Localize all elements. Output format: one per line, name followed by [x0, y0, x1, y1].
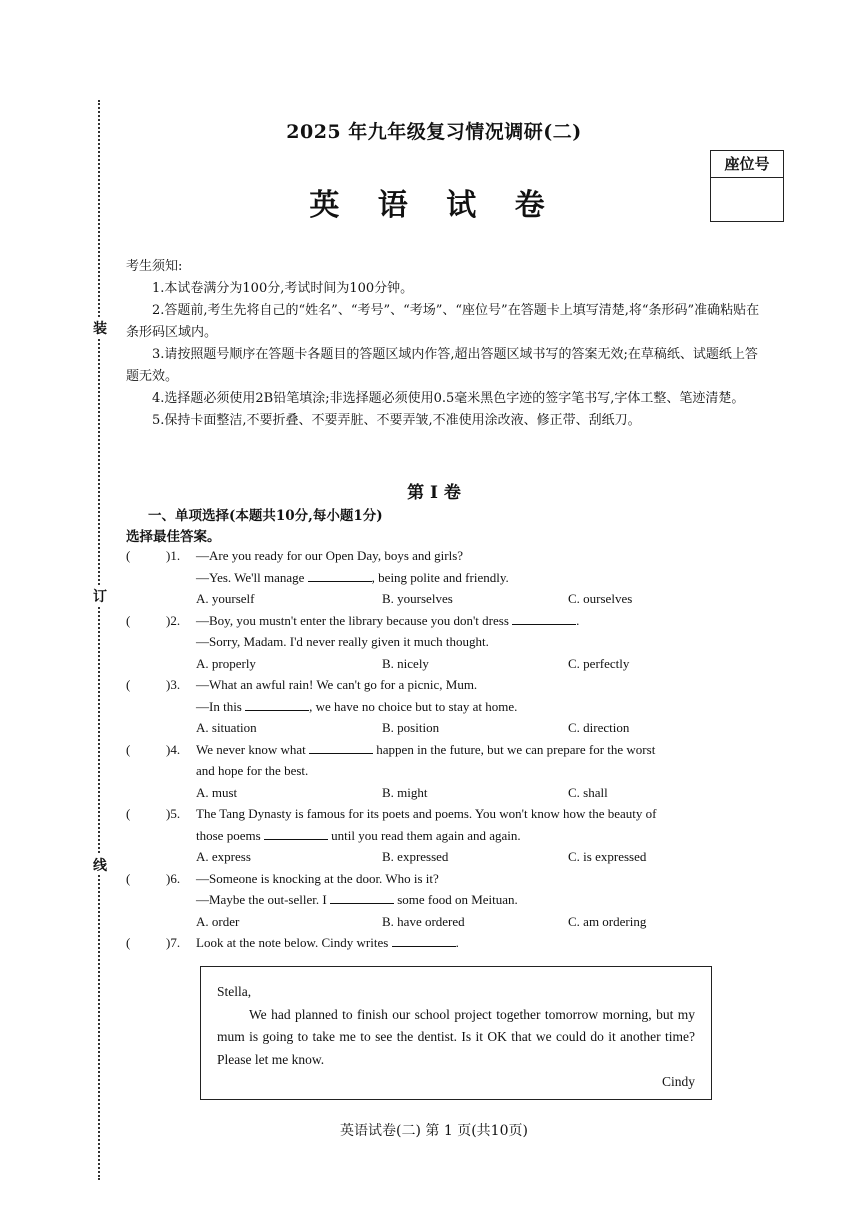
- answer-paren-open: (: [126, 548, 131, 563]
- answer-paren-open: (: [126, 806, 131, 821]
- answer-blank: [245, 698, 309, 711]
- notice-item: 1.本试卷满分为100分,考试时间为100分钟。: [152, 281, 414, 296]
- question-stem: [126, 932, 766, 954]
- question-text: We never know what: [196, 741, 306, 757]
- option-a: A. order: [196, 913, 240, 929]
- page-footer: 英语试卷(二) 第 1 页(共10页): [340, 1123, 528, 1139]
- question-text: Look at the note below. Cindy writes: [196, 935, 389, 950]
- option-row: [126, 911, 766, 933]
- question-text: —Maybe the out-seller. I: [196, 892, 327, 907]
- option-row: [126, 717, 766, 739]
- answer-paren-open: (: [126, 741, 131, 757]
- answer-blank: [330, 891, 394, 904]
- option-c: C. perfectly: [568, 655, 630, 671]
- note-box: [200, 966, 712, 1100]
- option-row: [126, 846, 766, 868]
- answer-paren-open: (: [126, 677, 131, 692]
- option-row: [126, 782, 766, 804]
- option-a: A. situation: [196, 720, 257, 735]
- notice-item: 4.选择题必须使用2B铅笔填涂;非选择题必须使用0.5毫米黑色字迹的签字笔书写,字体工整、笔迹清楚。: [152, 391, 745, 406]
- option-c: C. shall: [568, 784, 608, 800]
- question-continuation: [126, 696, 766, 718]
- question-text: .: [576, 612, 580, 628]
- notice-item: 2.答题前,考生先将自己的“姓名”、“考号”、“考场”、“座位号”在答题卡上填写清楚,将“条形码”准确粘贴在条形码区域内。: [126, 303, 760, 340]
- question-text: happen in the future, but we can prepare for the worst: [376, 741, 656, 757]
- question-text: —Are you ready for our Open Day, boys and girls?: [196, 548, 464, 563]
- question-stem: [126, 545, 766, 567]
- question-number: )7.: [166, 935, 181, 950]
- question-number: )5.: [166, 806, 181, 821]
- answer-blank: [309, 741, 373, 754]
- question-number: )6.: [166, 870, 181, 886]
- question-text: those poems: [196, 827, 261, 843]
- option-b: B. yourselves: [382, 591, 453, 606]
- question-stem: [126, 610, 766, 632]
- seat-number-label: 座位号: [711, 151, 783, 178]
- binding-char-xian: 线: [91, 855, 109, 875]
- candidate-notice: [126, 256, 766, 432]
- exam-title: 2025 年九年级复习情况调研(二): [286, 121, 582, 143]
- answer-blank: [264, 827, 328, 840]
- seat-number-box: [710, 150, 784, 222]
- note-body: We had planned to finish our school project together tomorrow morning, but my mum is going to take me to see the dentist. Is it OK that we could do it another time? Please let me know.: [217, 1006, 695, 1067]
- question-continuation: —Sorry, Madam. I'd never really given it much thought.: [196, 634, 489, 649]
- notice-heading: 考生须知:: [126, 259, 183, 274]
- option-a: A. yourself: [196, 591, 255, 606]
- question-text: , being polite and friendly.: [371, 569, 509, 585]
- question-number: )2.: [166, 612, 181, 628]
- option-b: B. have ordered: [382, 913, 465, 929]
- question-text: [196, 932, 766, 954]
- question-text: —Someone is knocking at the door. Who is it?: [196, 870, 439, 886]
- question-number: )1.: [166, 548, 181, 563]
- option-row: [126, 653, 766, 675]
- subject-title: 英 语 试 卷: [309, 188, 559, 223]
- binding-dotted-line: [98, 100, 100, 1180]
- part-title: 第 I 卷: [407, 483, 461, 503]
- question-number: )4.: [166, 741, 181, 757]
- binding-char-ding: 订: [91, 586, 109, 606]
- answer-paren-open: (: [126, 870, 131, 886]
- option-c: C. is expressed: [568, 849, 647, 864]
- question-text: —In this: [196, 698, 242, 714]
- question-text: —Yes. We'll manage: [196, 569, 305, 585]
- question-text: —What an awful rain! We can't go for a picnic, Mum.: [196, 677, 478, 692]
- question-continuation: and hope for the best.: [196, 763, 309, 778]
- question-text: [196, 739, 766, 761]
- notice-item: 5.保持卡面整洁,不要折叠、不要弄脏、不要弄皱,不准使用涂改液、修正带、刮纸刀。: [152, 413, 641, 428]
- question-text: .: [455, 935, 459, 950]
- section-instruction: 选择最佳答案。: [126, 529, 221, 545]
- answer-blank: [392, 934, 456, 947]
- option-a: A. express: [196, 849, 251, 864]
- option-b: B. position: [382, 720, 440, 735]
- answer-blank: [512, 612, 576, 625]
- option-c: C. ourselves: [568, 591, 633, 606]
- option-b: B. nicely: [382, 655, 429, 671]
- question-stem: [126, 674, 766, 696]
- question-text: [196, 610, 766, 632]
- question-stem: [126, 739, 766, 761]
- option-row: [126, 588, 766, 610]
- option-b: B. expressed: [382, 849, 449, 864]
- question-continuation: [126, 889, 766, 911]
- question-text: The Tang Dynasty is famous for its poets and poems. You won't know how the beauty of: [196, 806, 657, 821]
- question-continuation: [126, 567, 766, 589]
- question-continuation: [126, 825, 766, 847]
- option-a: A. must: [196, 784, 238, 800]
- question-text: until you read them again and again.: [331, 827, 521, 843]
- question-text: , we have no choice but to stay at home.: [309, 698, 518, 714]
- notice-item: 3.请按照题号顺序在答题卡各题目的答题区域内作答,超出答题区域书写的答案无效;在草稿纸、试题纸上答题无效。: [126, 347, 758, 384]
- question-stem: [126, 803, 766, 825]
- option-a: A. properly: [196, 655, 256, 671]
- note-greeting: Stella,: [217, 984, 252, 999]
- answer-paren-open: (: [126, 612, 131, 628]
- question-number: )3.: [166, 677, 181, 692]
- note-signature: Cindy: [661, 1074, 695, 1089]
- binding-char-zhuang: 装: [91, 318, 109, 338]
- question-text: some food on Meituan.: [397, 892, 518, 907]
- question-text: —Boy, you mustn't enter the library because you don't dress: [196, 612, 509, 628]
- question-list: [126, 545, 766, 954]
- answer-paren-open: (: [126, 935, 131, 950]
- option-c: C. direction: [568, 720, 630, 735]
- question-stem: [126, 868, 766, 890]
- section-title: 一、单项选择(本题共10分,每小题1分): [148, 508, 383, 524]
- option-b: B. might: [382, 784, 428, 800]
- answer-blank: [308, 569, 372, 582]
- option-c: C. am ordering: [568, 913, 647, 929]
